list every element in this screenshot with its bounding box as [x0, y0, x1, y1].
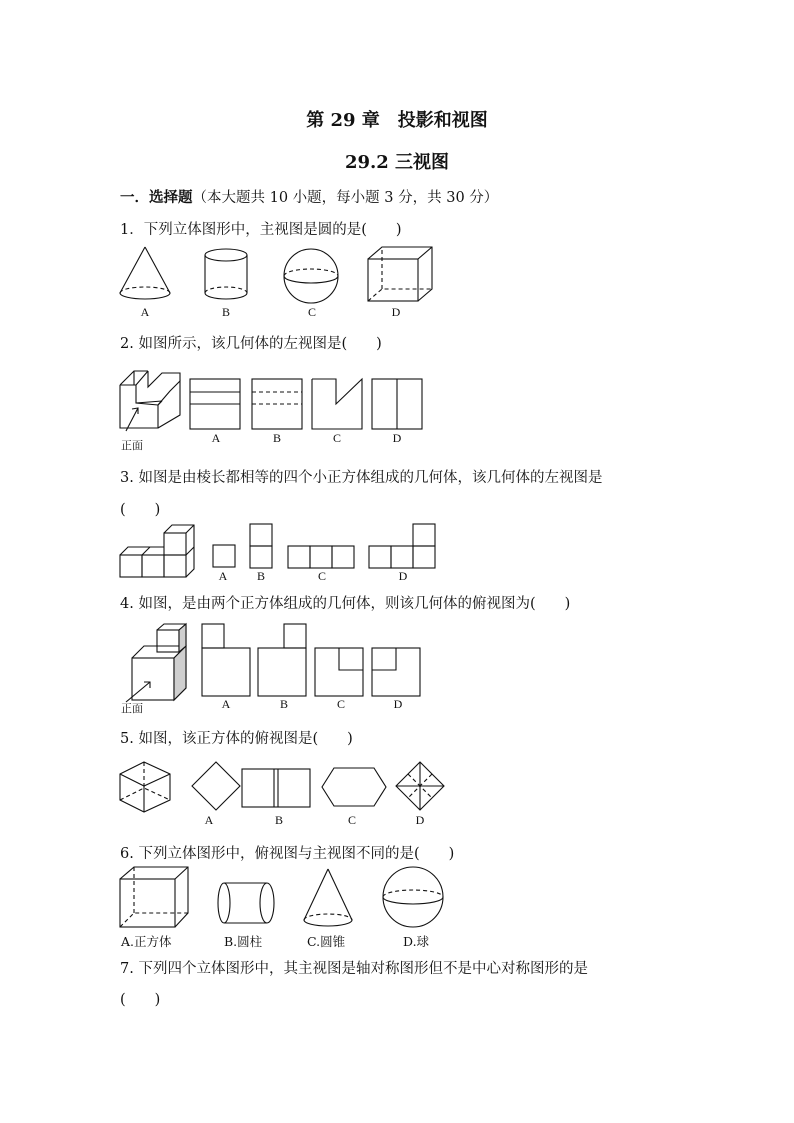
q1-sphere-figure — [284, 249, 338, 303]
q1-option-c: C — [307, 305, 316, 319]
q5-option-d: D — [415, 813, 425, 827]
question-6: 6. 下列立体图形中，俯视图与主视图不同的是( ) — [120, 846, 455, 862]
q3-option-d: D — [398, 569, 408, 583]
q4-option-a-shape — [202, 624, 250, 696]
question-5: 5. 如图，该正方体的俯视图是( ) — [120, 731, 353, 747]
q4-option-c-shape — [315, 648, 363, 696]
q1-cone-figure — [120, 247, 170, 299]
q4-figures — [120, 622, 430, 704]
q1-figures — [115, 245, 445, 305]
q4-option-d-shape — [372, 648, 420, 696]
q5-option-d-shape — [396, 762, 444, 810]
q4-option-a: A — [221, 697, 231, 711]
question-1: 1．下列立体图形中，主视图是圆的是( ) — [120, 222, 402, 238]
part-heading-label: 一．选择题 — [120, 189, 193, 206]
q5-option-c: C — [347, 813, 356, 827]
q6-option-b: B.圆柱 — [224, 934, 263, 949]
q2-option-b: B — [272, 431, 281, 445]
q4-option-b: B — [279, 697, 288, 711]
chapter-title: 第 29 章 投影和视图 — [306, 110, 488, 131]
q5-option-b: B — [274, 813, 283, 827]
question-4: 4. 如图，是由两个正方体组成的几何体，则该几何体的俯视图为( ) — [120, 596, 571, 612]
q6-sphere-figure — [383, 867, 443, 927]
q3-option-d-shape — [369, 524, 435, 568]
question-7-blank: ( ) — [120, 992, 161, 1008]
q6-cube-figure — [120, 867, 188, 927]
q5-cube-figure — [120, 762, 170, 812]
q4-option-c: C — [336, 697, 345, 711]
q1-option-d: D — [391, 305, 401, 319]
q2-option-c: C — [332, 431, 341, 445]
section-title: 29.2 三视图 — [344, 152, 450, 173]
q3-option-a-shape — [213, 545, 235, 567]
q5-option-a-shape — [192, 762, 240, 810]
part-heading-note: （本大题共 10 小题，每小题 3 分，共 30 分） — [192, 190, 499, 206]
q3-option-c: C — [317, 569, 326, 583]
q2-option-c-shape — [312, 379, 362, 429]
q6-figures — [118, 865, 448, 929]
q1-cylinder-figure — [205, 249, 247, 299]
q4-solid-figure — [126, 624, 186, 702]
q2-option-a: A — [211, 431, 221, 445]
q6-cylinder-figure — [218, 883, 274, 923]
q1-option-a: A — [140, 305, 150, 319]
part-heading — [120, 186, 498, 207]
q2-figures — [118, 363, 428, 433]
q6-option-c: C.圆锥 — [307, 934, 346, 949]
q3-solid-figure — [120, 525, 194, 577]
q3-option-b: B — [256, 569, 265, 583]
q6-option-a: A.正方体 — [121, 934, 172, 949]
q6-cone-figure — [304, 869, 352, 926]
q2-solid-figure — [120, 371, 180, 428]
q2-front-label: 正面 — [121, 439, 143, 452]
question-7: 7. 下列四个立体图形中，其主视图是轴对称图形但不是中心对称图形的是 — [120, 961, 588, 977]
q1-cube-figure — [368, 247, 432, 301]
q5-option-c-shape — [322, 768, 386, 806]
question-3: 3. 如图是由棱长都相等的四个小正方体组成的几何体，该几何体的左视图是 — [120, 470, 603, 486]
q3-option-b-shape — [250, 524, 272, 568]
q3-option-a: A — [218, 569, 228, 583]
q3-option-c-shape — [288, 546, 354, 568]
q4-option-d: D — [393, 697, 403, 711]
question-2: 2. 如图所示，该几何体的左视图是( ) — [120, 336, 382, 352]
q5-option-a: A — [204, 813, 214, 827]
q6-option-d: D.球 — [403, 934, 430, 949]
q2-option-d: D — [392, 431, 402, 445]
q4-option-b-shape — [258, 624, 306, 696]
q1-option-b: B — [221, 305, 230, 319]
q5-option-b-shape — [242, 769, 310, 807]
q4-front-label: 正面 — [121, 702, 143, 715]
question-3-blank: ( ) — [120, 502, 161, 518]
q5-figures — [118, 760, 448, 816]
